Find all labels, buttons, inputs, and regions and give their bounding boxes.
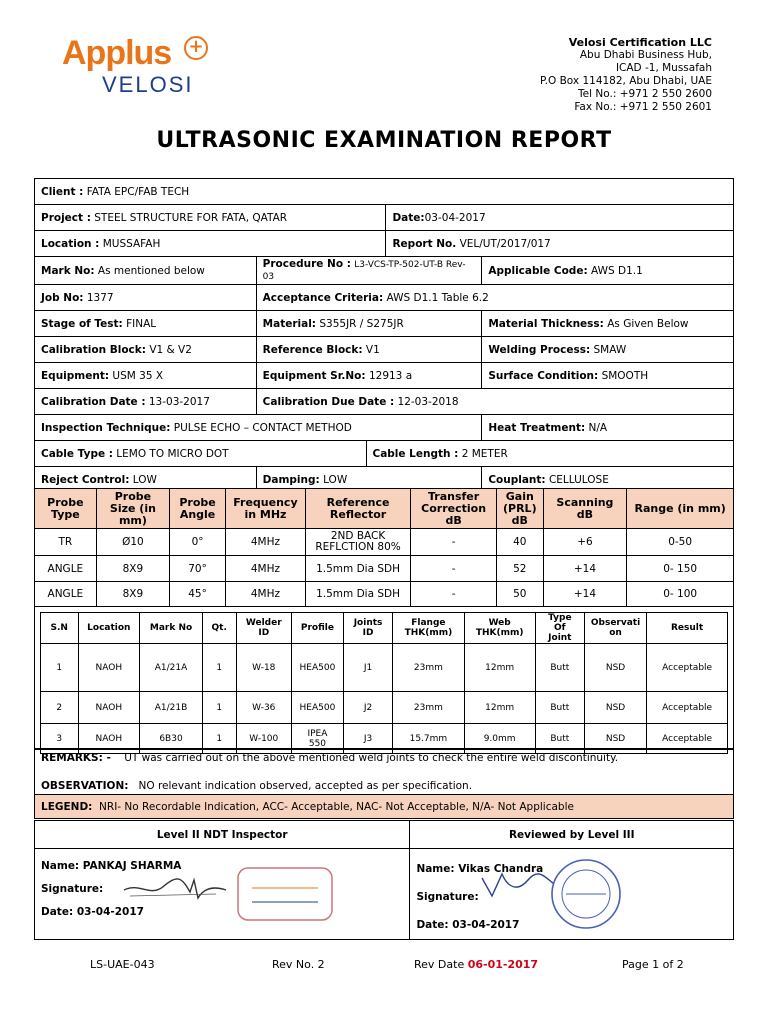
level2-block: Name: PANKAJ SHARMA Signature: Date: 03-04-2017 <box>35 849 410 940</box>
level2-name: PANKAJ SHARMA <box>82 860 182 872</box>
weld-cell: W-18 <box>236 644 292 692</box>
material-cell: Material: S355JR / S275JR <box>256 311 482 337</box>
probe-cell: 4MHz <box>225 556 305 582</box>
weld-cell: 2 <box>41 692 79 724</box>
probe-cell: - <box>411 556 497 582</box>
probe-cell: TR <box>35 529 97 556</box>
location-cell: Location : MUSSAFAH <box>35 231 386 257</box>
weld-cell: 3 <box>41 724 79 754</box>
level2-signature-mark <box>120 872 230 908</box>
weld-header: Welder ID <box>236 613 292 644</box>
job-no-cell: Job No: 1377 <box>35 285 257 311</box>
probe-header: Gain (PRL) dB <box>497 489 544 529</box>
weld-cell: Butt <box>535 724 584 754</box>
weld-cell: 12mm <box>464 692 535 724</box>
logo-velosi-text: VELOSI <box>102 72 194 97</box>
weld-cell: NAOH <box>78 724 140 754</box>
weld-header: Joints ID <box>343 613 392 644</box>
probe-header: Range (in mm) <box>627 489 734 529</box>
welding-process-cell: Welding Process: SMAW <box>482 337 734 363</box>
ref-block-cell: Reference Block: V1 <box>256 337 482 363</box>
weld-cell: 9.0mm <box>464 724 535 754</box>
weld-cell: Acceptable <box>647 644 728 692</box>
level3-title: Reviewed by Level III <box>410 821 734 849</box>
weld-header: Type Of Joint <box>535 613 584 644</box>
weld-table <box>40 612 728 754</box>
acceptance-cell: Acceptance Criteria: AWS D1.1 Table 6.2 <box>256 285 733 311</box>
weld-cell: Butt <box>535 644 584 692</box>
probe-cell: +14 <box>543 556 627 582</box>
weld-header: Qt. <box>202 613 236 644</box>
weld-cell: 1 <box>41 644 79 692</box>
probe-cell: 0- 150 <box>627 556 734 582</box>
weld-header: Profile <box>292 613 344 644</box>
probe-header: Scanning dB <box>543 489 627 529</box>
level2-date: 03-04-2017 <box>76 906 144 918</box>
company-name: Velosi Certification LLC <box>568 36 712 49</box>
weld-header: Location <box>78 613 140 644</box>
probe-cell: +6 <box>543 529 627 556</box>
address-line: Abu Dhabi Business Hub, <box>579 49 712 61</box>
weld-cell: NSD <box>584 644 646 692</box>
company-address <box>540 36 712 114</box>
cable-length-cell: Cable Length : 2 METER <box>366 441 734 467</box>
weld-cell: 23mm <box>393 692 464 724</box>
probe-table <box>34 488 734 607</box>
cable-type-cell: Cable Type : LEMO TO MICRO DOT <box>35 441 367 467</box>
probe-cell: 52 <box>497 556 544 582</box>
level3-date: 03-04-2017 <box>452 919 520 931</box>
weld-cell: NAOH <box>78 692 140 724</box>
date-cell: Date:03-04-2017 <box>386 205 734 231</box>
mark-no-cell: Mark No: As mentioned below <box>35 257 257 285</box>
weld-cell: NSD <box>584 692 646 724</box>
probe-header: Probe Size (in mm) <box>96 489 169 529</box>
probe-cell: 8X9 <box>96 556 169 582</box>
probe-header: Reference Reflector <box>305 489 410 529</box>
weld-header: S.N <box>41 613 79 644</box>
probe-cell: 4MHz <box>225 582 305 607</box>
table-row <box>35 582 734 607</box>
project-cell: Project : STEEL STRUCTURE FOR FATA, QATAR <box>35 205 386 231</box>
weld-cell: W-36 <box>236 692 292 724</box>
probe-cell: 1.5mm Dia SDH <box>305 582 410 607</box>
weld-cell: 23mm <box>393 644 464 692</box>
fax-number: Fax No.: +971 2 550 2601 <box>574 101 712 113</box>
table-row <box>41 692 728 724</box>
doc-number: LS-UAE-043 <box>90 958 155 971</box>
tel-number: Tel No.: +971 2 550 2600 <box>578 88 712 100</box>
code-cell: Applicable Code: AWS D1.1 <box>482 257 734 285</box>
address-line: P.O Box 114182, Abu Dhabi, UAE <box>539 75 712 87</box>
company-stamp <box>236 866 334 922</box>
signature-label: Signature: <box>41 883 104 895</box>
info-table <box>34 178 734 493</box>
cal-date-cell: Calibration Date : 13-03-2017 <box>35 389 257 415</box>
equipment-cell: Equipment: USM 35 X <box>35 363 257 389</box>
cal-block-cell: Calibration Block: V1 & V2 <box>35 337 257 363</box>
probe-header: Frequency in MHz <box>225 489 305 529</box>
remarks-table <box>34 748 734 819</box>
damping-cell: Damping: LOW <box>256 467 482 493</box>
heat-treatment-cell: Heat Treatment: N/A <box>482 415 734 441</box>
weld-cell: IPEA 550 <box>292 724 344 754</box>
probe-cell: 8X9 <box>96 582 169 607</box>
weld-cell: A1/21B <box>140 692 203 724</box>
revision-date: Rev Date 06-01-2017 <box>414 958 539 971</box>
probe-cell: Ø10 <box>96 529 169 556</box>
weld-header: Observati on <box>584 613 646 644</box>
level3-signature-mark <box>478 868 558 904</box>
probe-cell: 45° <box>170 582 226 607</box>
equipment-sr-cell: Equipment Sr.No: 12913 a <box>256 363 482 389</box>
probe-cell: 2ND BACK REFLCTION 80% <box>305 529 410 556</box>
weld-cell: 6B30 <box>140 724 203 754</box>
probe-header: Transfer Correction dB <box>411 489 497 529</box>
weld-cell: W-100 <box>236 724 292 754</box>
table-row <box>41 644 728 692</box>
procedure-cell: Procedure No : L3-VCS-TP-502-UT-B Rev-03 <box>256 257 482 285</box>
couplant-cell: Couplant: CELLULOSE <box>482 467 734 493</box>
probe-cell: 50 <box>497 582 544 607</box>
observation-text: NO relevant indication observed, accepted as per specification. <box>138 780 473 792</box>
weld-cell: J1 <box>343 644 392 692</box>
weld-cell: 1 <box>202 724 236 754</box>
probe-cell: ANGLE <box>35 556 97 582</box>
level3-name: Vikas Chandra <box>458 863 544 875</box>
weld-cell: J2 <box>343 692 392 724</box>
weld-cell: 1 <box>202 692 236 724</box>
revision-date-value: 06-01-2017 <box>467 958 539 971</box>
probe-header: Probe Angle <box>170 489 226 529</box>
technique-cell: Inspection Technique: PULSE ECHO – CONTACT METHOD <box>35 415 482 441</box>
remarks-text: UT was carried out on the above mentioned weld joints to check the entire weld discontinuity. <box>124 752 619 764</box>
plus-icon: + <box>184 36 208 60</box>
weld-cell: Butt <box>535 692 584 724</box>
probe-cell: ANGLE <box>35 582 97 607</box>
probe-cell: 1.5mm Dia SDH <box>305 556 410 582</box>
level3-stamp <box>548 856 624 932</box>
probe-header: Probe Type <box>35 489 97 529</box>
weld-cell: Acceptable <box>647 724 728 754</box>
applus-velosi-logo <box>62 34 222 100</box>
page-number: Page 1 of 2 <box>622 958 684 971</box>
probe-cell: 0- 100 <box>627 582 734 607</box>
stage-cell: Stage of Test: FINAL <box>35 311 257 337</box>
probe-cell: 4MHz <box>225 529 305 556</box>
revision-number: Rev No. 2 <box>272 958 325 971</box>
table-row <box>35 556 734 582</box>
signature-label: Signature: <box>416 891 479 903</box>
weld-cell: 1 <box>202 644 236 692</box>
remarks-cell <box>35 749 734 795</box>
legend-cell: LEGEND: NRI- No Recordable Indication, ACC- Acceptable, NAC- Not Acceptable, N/A- Not Applicable <box>35 795 734 819</box>
address-line: ICAD -1, Mussafah <box>615 62 712 74</box>
probe-cell: 70° <box>170 556 226 582</box>
thickness-cell: Material Thickness: As Given Below <box>482 311 734 337</box>
level3-block: Name: Vikas Chandra Signature: Date: 03-04-2017 <box>410 849 734 940</box>
probe-cell: 0° <box>170 529 226 556</box>
weld-header: Result <box>647 613 728 644</box>
report-no-cell: Report No. VEL/UT/2017/017 <box>386 231 734 257</box>
weld-header: Mark No <box>140 613 203 644</box>
table-row <box>35 529 734 556</box>
weld-cell: HEA500 <box>292 692 344 724</box>
weld-cell: 15.7mm <box>393 724 464 754</box>
probe-cell: 40 <box>497 529 544 556</box>
logo-applus-text: Applus <box>62 34 172 72</box>
report-title: ULTRASONIC EXAMINATION REPORT <box>156 128 612 153</box>
client-row: Client : FATA EPC/FAB TECH <box>35 179 734 205</box>
remarks-label: REMARKS: - <box>41 752 111 764</box>
weld-cell: J3 <box>343 724 392 754</box>
reject-cell: Reject Control: LOW <box>35 467 257 493</box>
weld-cell: HEA500 <box>292 644 344 692</box>
weld-cell: Acceptable <box>647 692 728 724</box>
level2-title: Level II NDT Inspector <box>35 821 410 849</box>
weld-cell: NAOH <box>78 644 140 692</box>
cal-due-cell: Calibration Due Date : 12-03-2018 <box>256 389 733 415</box>
weld-cell: NSD <box>584 724 646 754</box>
probe-cell: - <box>411 529 497 556</box>
probe-cell: 0-50 <box>627 529 734 556</box>
weld-cell: A1/21A <box>140 644 203 692</box>
observation-label: OBSERVATION: <box>41 780 129 792</box>
weld-header: Flange THK(mm) <box>393 613 464 644</box>
weld-header: Web THK(mm) <box>464 613 535 644</box>
probe-cell: +14 <box>543 582 627 607</box>
surface-cell: Surface Condition: SMOOTH <box>482 363 734 389</box>
weld-cell: 12mm <box>464 644 535 692</box>
probe-cell: - <box>411 582 497 607</box>
